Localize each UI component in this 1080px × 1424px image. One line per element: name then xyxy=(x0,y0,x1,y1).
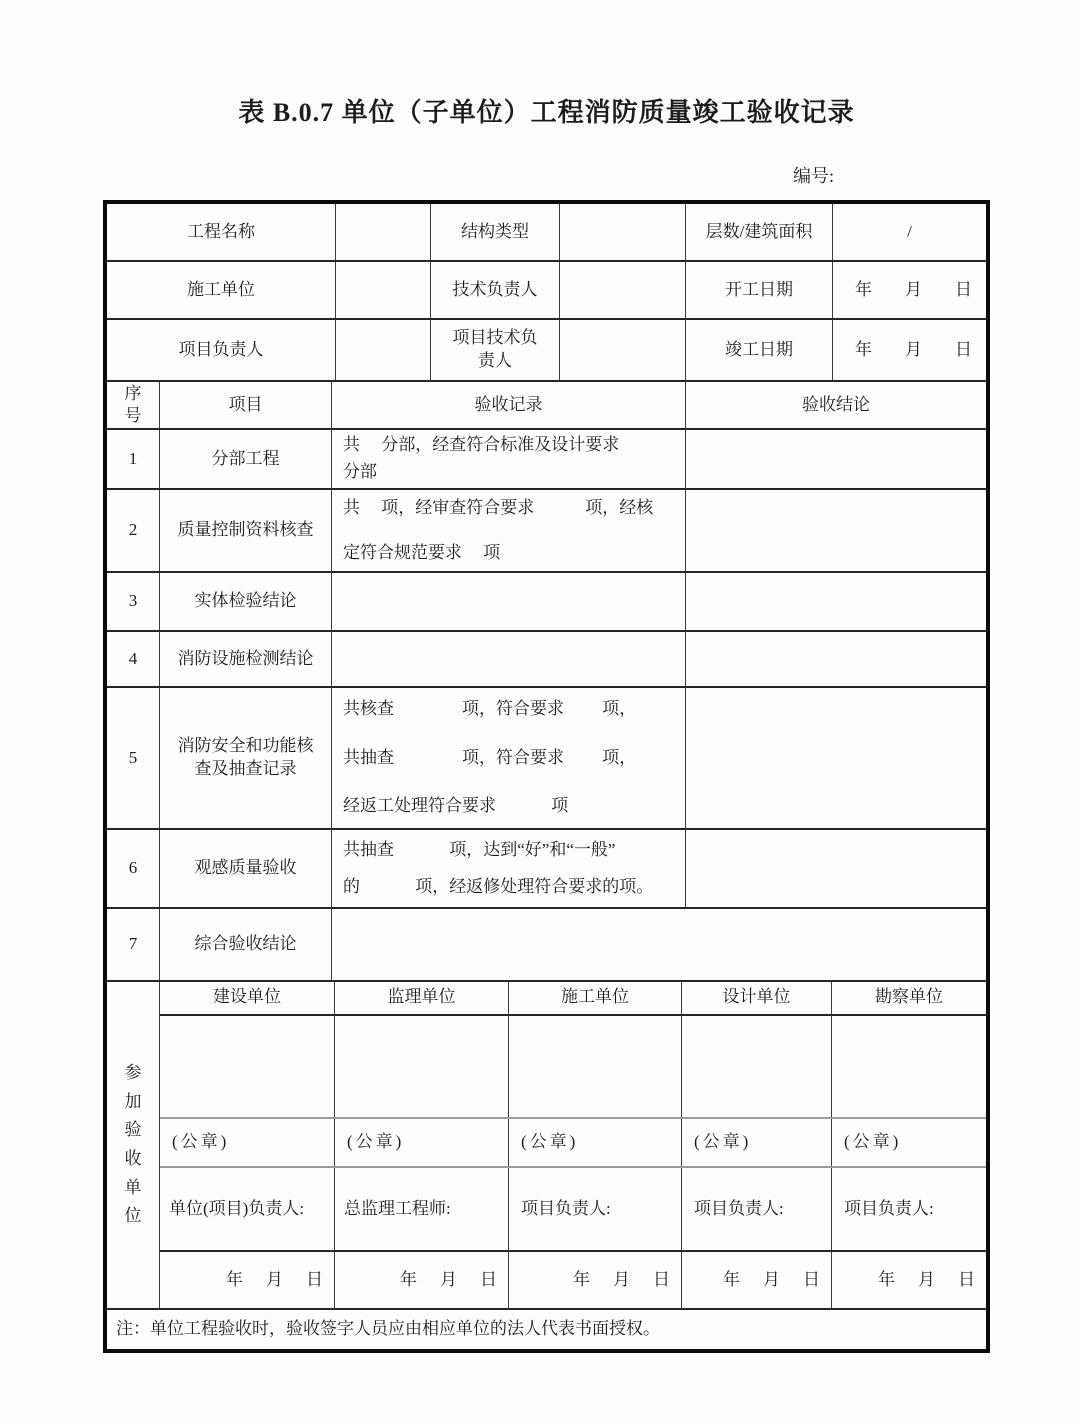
participants-side-label: 参加验收单位 xyxy=(107,982,160,1308)
signer-label-chief-supervisor: 总监理工程师: xyxy=(335,1168,509,1250)
project-leader-label: 项目负责人 xyxy=(107,320,336,380)
item-1-record xyxy=(332,430,686,488)
seal-label: (公章) xyxy=(682,1119,832,1166)
note-text: 注：单位工程验收时，验收签字人员应由相应单位的法人代表书面授权。 xyxy=(116,1319,660,1339)
item-row-6 xyxy=(107,830,986,909)
item-row-5 xyxy=(107,688,986,830)
info-row-constructor xyxy=(107,262,986,320)
record-line: 经返工处理符合要求 项 xyxy=(343,796,569,816)
project-name-value xyxy=(336,204,431,260)
item-1-name: 分部工程 xyxy=(160,430,332,488)
signer-label-project-leader: 项目负责人: xyxy=(682,1168,832,1250)
acceptance-record-table xyxy=(103,200,990,1353)
seal-label: (公章) xyxy=(509,1119,682,1166)
sign-date: 年 月 日 xyxy=(878,1269,978,1289)
participants-header-row xyxy=(160,982,986,1016)
header-record: 验收记录 xyxy=(332,382,686,428)
seal-label: (公章) xyxy=(844,1132,902,1152)
start-date-value: 年 月 日 xyxy=(855,279,980,299)
item-3-no: 3 xyxy=(107,573,160,630)
item-3-record xyxy=(332,573,686,630)
participants-seal-row xyxy=(160,1119,986,1168)
project-name-label: 工程名称 xyxy=(107,204,336,260)
signature-space xyxy=(509,1016,682,1117)
structure-type-value xyxy=(560,204,686,260)
construction-unit-label: 施工单位 xyxy=(107,262,336,318)
sign-date: 年 月 日 xyxy=(509,1252,682,1308)
record-line: 共核查 项，符合要求 项， xyxy=(343,698,637,718)
sign-date: 年 月 日 xyxy=(682,1252,832,1308)
item-1-no: 1 xyxy=(107,430,160,488)
item-6-conclusion xyxy=(686,830,986,907)
completion-date-label: 竣工日期 xyxy=(686,320,833,380)
item-6-record xyxy=(332,830,686,907)
header-no: 序号 xyxy=(107,382,160,428)
record-line: 共抽查 项，符合要求 项， xyxy=(343,747,637,767)
sign-date: 年 月 日 xyxy=(160,1252,335,1308)
project-tech-leader-label: 项目技术负责人 xyxy=(431,320,560,380)
item-2-no: 2 xyxy=(107,490,160,571)
signer-label-unit-leader: 单位(项目)负责人: xyxy=(160,1168,335,1250)
project-leader-value xyxy=(336,320,431,380)
signer-label-project-leader: 项目负责人: xyxy=(844,1198,934,1218)
item-6-name: 观感质量验收 xyxy=(160,830,332,907)
item-row-3 xyxy=(107,573,986,632)
unit-col-design: 设计单位 xyxy=(682,982,832,1014)
item-2-name: 质量控制资料核查 xyxy=(160,490,332,571)
floors-area-label: 层数/建筑面积 xyxy=(686,204,833,260)
document-number-label: 编号: xyxy=(793,166,835,186)
technical-director-label: 技术负责人 xyxy=(431,262,560,318)
signer-label-project-leader: 项目负责人: xyxy=(509,1168,682,1250)
item-row-2 xyxy=(107,490,986,573)
item-2-record xyxy=(332,490,686,571)
signature-space xyxy=(832,1016,986,1117)
unit-col-survey: 勘察单位 xyxy=(875,987,943,1007)
info-row-project xyxy=(107,204,986,262)
start-date-label: 开工日期 xyxy=(686,262,833,318)
item-3-name: 实体检验结论 xyxy=(160,573,332,630)
completion-date-value: 年 月 日 xyxy=(855,339,980,359)
item-7-no: 7 xyxy=(107,909,160,980)
participants-date-row xyxy=(160,1252,986,1308)
record-line: 共 分部，经查符合标准及设计要求 xyxy=(343,435,620,455)
item-5-name: 消防安全和功能核查及抽查记录 xyxy=(160,688,332,828)
participants-section xyxy=(107,982,986,1310)
item-2-conclusion xyxy=(686,490,986,571)
structure-type-label: 结构类型 xyxy=(431,204,560,260)
signature-space xyxy=(335,1016,509,1117)
unit-col-developer: 建设单位 xyxy=(160,982,335,1014)
floors-area-value: / xyxy=(907,221,912,241)
record-line: 共抽查 项，达到“好”和“一般” xyxy=(343,839,616,859)
info-row-project-leader xyxy=(107,320,986,382)
item-row-4 xyxy=(107,632,986,688)
technical-director-value xyxy=(560,262,686,318)
item-3-conclusion xyxy=(686,573,986,630)
signature-space xyxy=(160,1016,335,1117)
seal-label: (公章) xyxy=(160,1119,335,1166)
item-4-name: 消防设施检测结论 xyxy=(160,632,332,686)
item-row-7 xyxy=(107,909,986,982)
construction-unit-value xyxy=(336,262,431,318)
item-7-name: 综合验收结论 xyxy=(160,909,332,980)
item-1-conclusion xyxy=(686,430,986,488)
unit-col-supervision: 监理单位 xyxy=(335,982,509,1014)
record-line: 的 项，经返修处理符合要求的项。 xyxy=(343,876,654,896)
item-5-record xyxy=(332,688,686,828)
unit-col-construction: 施工单位 xyxy=(509,982,682,1014)
header-item: 项目 xyxy=(160,382,332,428)
item-5-no: 5 xyxy=(107,688,160,828)
participants-signer-row xyxy=(160,1168,986,1252)
seal-label: (公章) xyxy=(335,1119,509,1166)
item-7-record xyxy=(332,909,986,980)
participants-grid xyxy=(160,982,986,1308)
document-title: 表 B.0.7 单位（子单位）工程消防质量竣工验收记录 xyxy=(238,98,855,127)
record-line: 共 项，经审查符合要求 项，经核 xyxy=(343,497,654,517)
note-row xyxy=(107,1310,986,1349)
item-5-conclusion xyxy=(686,688,986,828)
item-row-1 xyxy=(107,430,986,490)
sign-date: 年 月 日 xyxy=(335,1252,509,1308)
item-6-no: 6 xyxy=(107,830,160,907)
project-tech-leader-value xyxy=(560,320,686,380)
record-line: 分部 xyxy=(343,462,377,481)
items-header-row xyxy=(107,382,986,430)
signature-space xyxy=(682,1016,832,1117)
record-line: 定符合规范要求 项 xyxy=(343,542,501,562)
item-4-record xyxy=(332,632,686,686)
item-4-no: 4 xyxy=(107,632,160,686)
participants-blank-row xyxy=(160,1016,986,1119)
header-conclusion: 验收结论 xyxy=(802,394,870,414)
item-4-conclusion xyxy=(686,632,986,686)
